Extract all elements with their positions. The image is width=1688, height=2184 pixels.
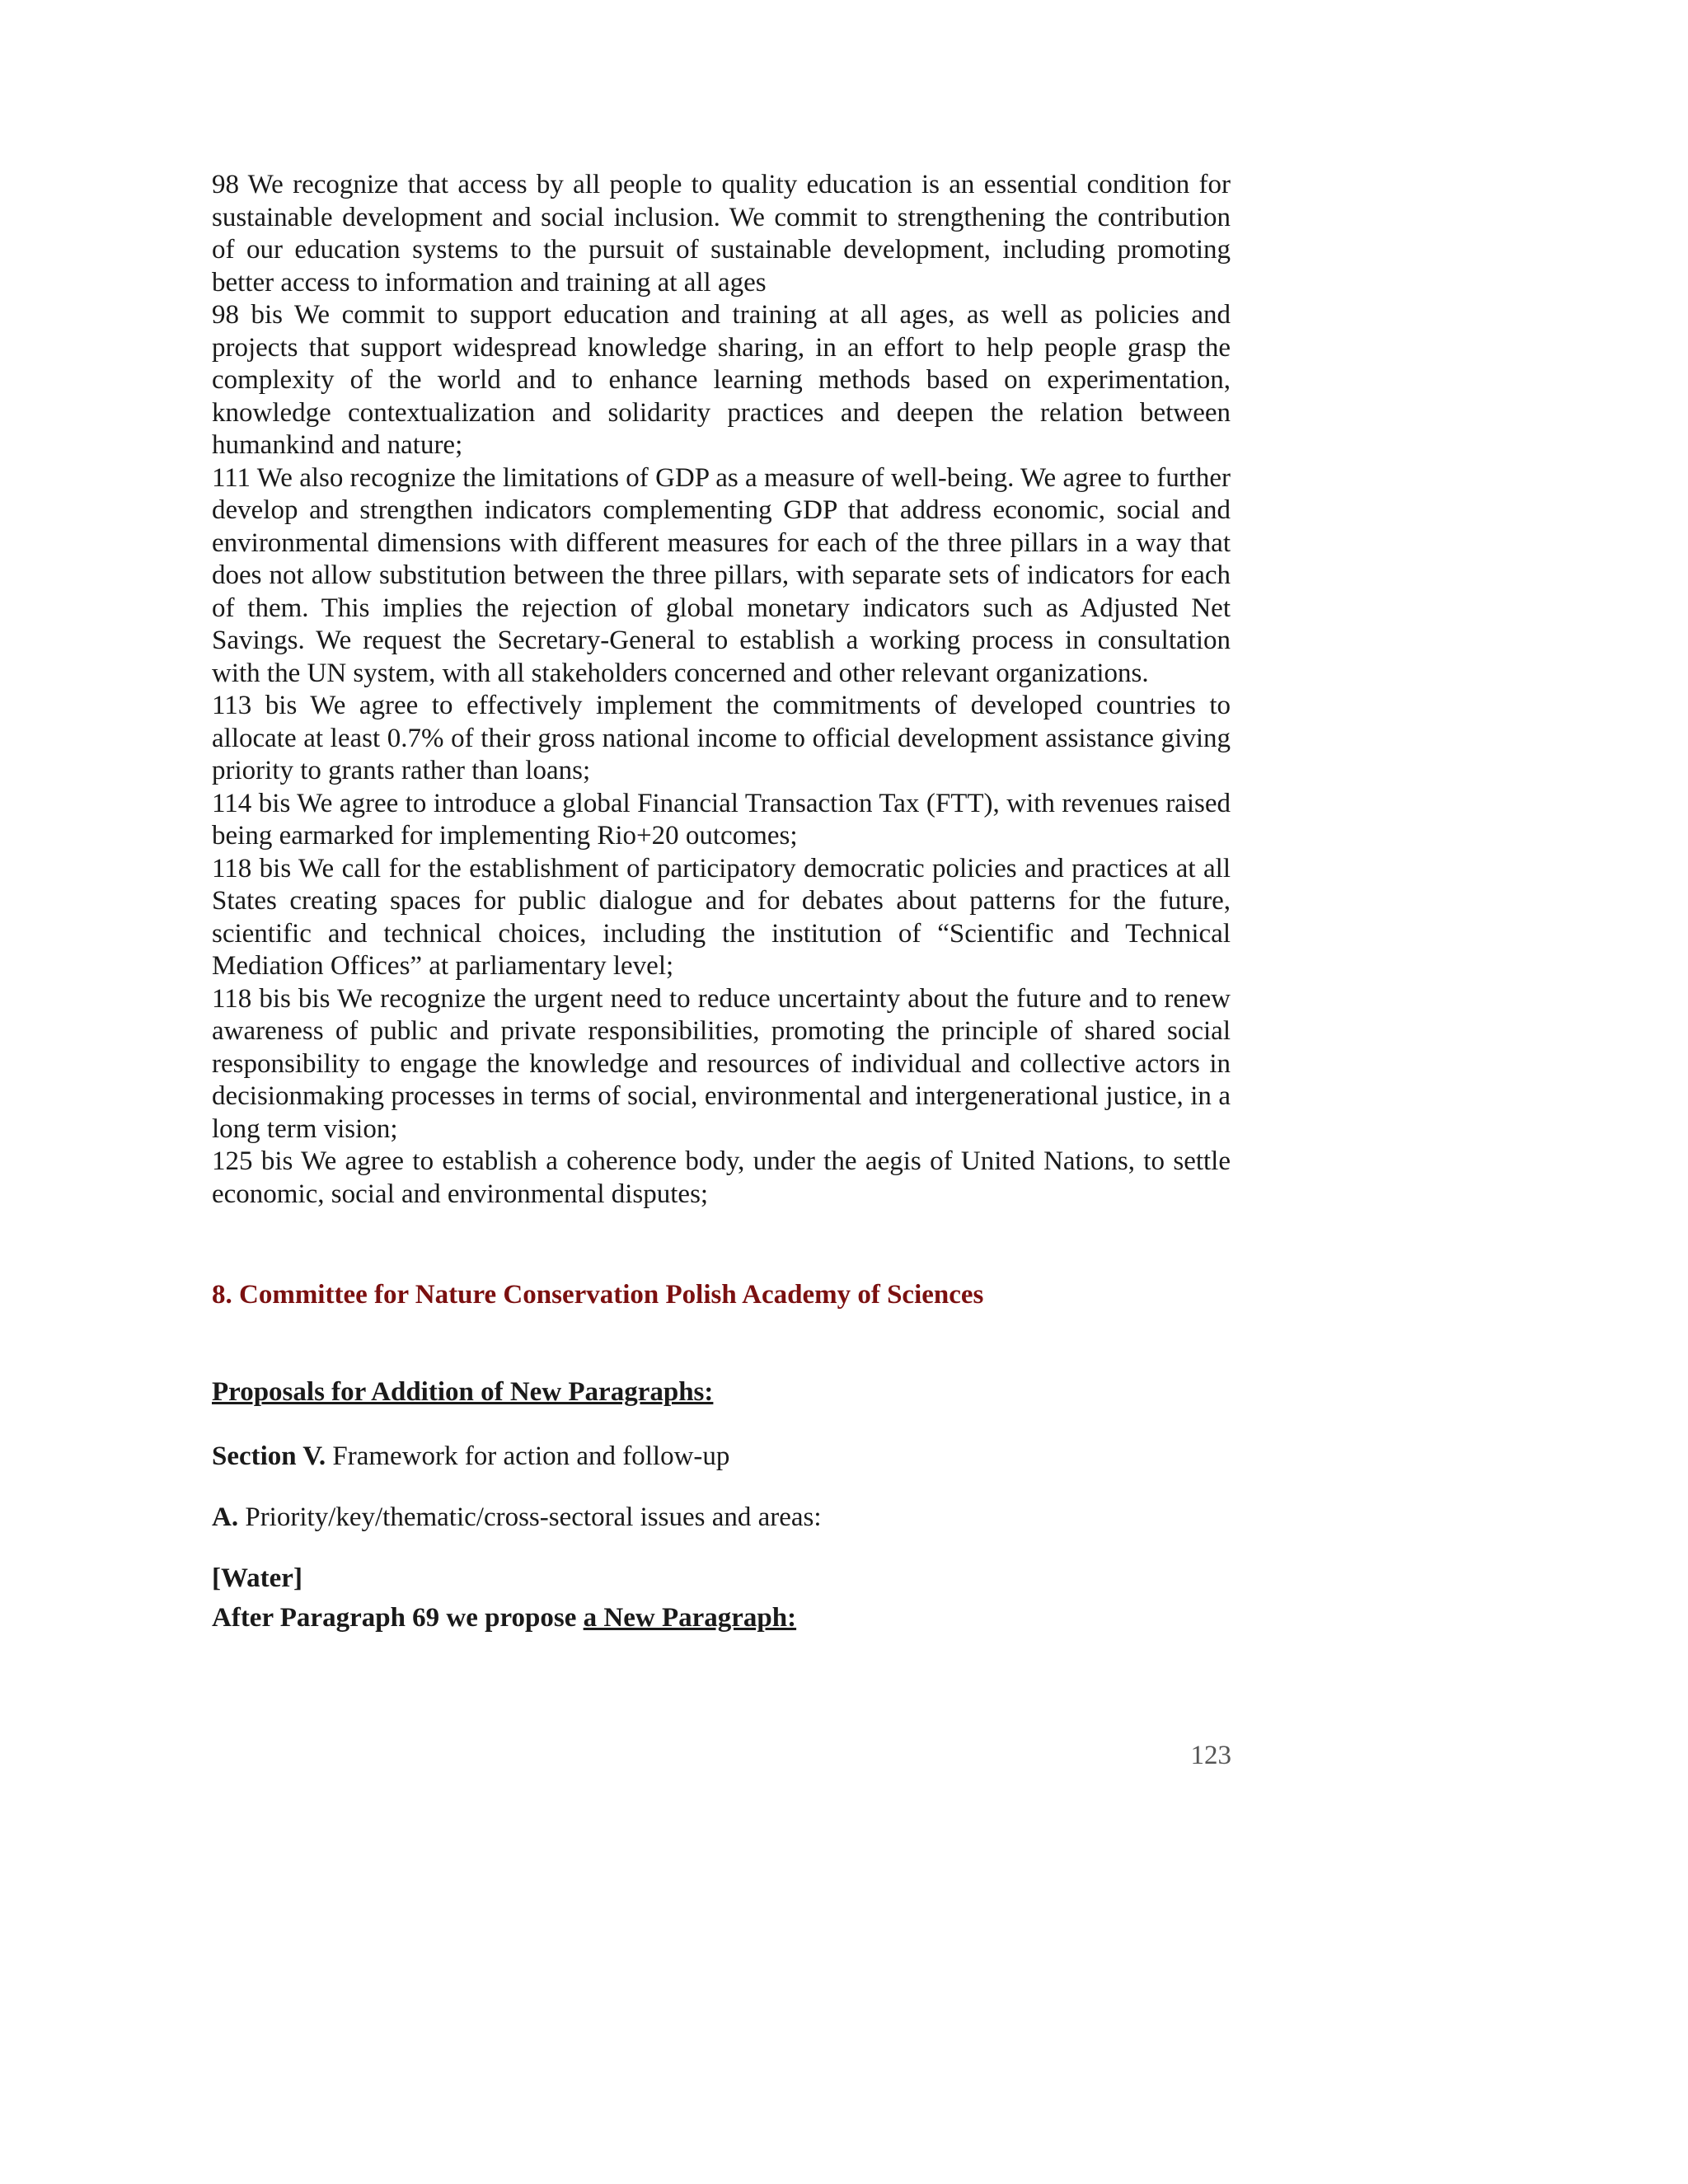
new-paragraph-label: a New Paragraph: xyxy=(583,1603,797,1633)
paragraph-113-bis: 113 bis We agree to effectively implement the commitments of developed countries to allocate at least 0.7% of their gross national income to official development assistance giving priority to grants rather than loans; xyxy=(212,691,1231,785)
subsection-line xyxy=(212,1501,1231,1534)
proposals-heading: Proposals for Addition of New Paragraphs: xyxy=(212,1377,714,1407)
section-line xyxy=(212,1440,1231,1473)
paragraph-98: 98 We recognize that access by all people to quality education is an essential condition for sustainable development and social inclusion. We commit to strengthening the contribution of our education systems to the pursuit of sustainable development, including promoting better access to information and training at all ages xyxy=(212,170,1231,298)
paragraph-111: 111 We also recognize the limitations of GDP as a measure of well-being. We agree to further develop and strengthen indicators complementing GDP that address economic, social and environmental dimensions with different measures for each of the three pillars in a way that does not allow substitution between the three pillars, with separate sets of indicators for each of them. This implies the rejection of global monetary indicators such as Adjusted Net Savings. We request the Secretary-General to establish a working process in consultation with the UN system, with all stakeholders concerned and other relevant organizations. xyxy=(212,462,1231,688)
paragraph-118-bis: 118 bis We call for the establishment of participatory democratic policies and practices at all States creating spaces for public dialogue and for debates about patterns for the future, scientific and technical choices, including the institution of “Scientific and Technical Mediation Offices” at parliamentary level; xyxy=(212,853,1231,981)
after-paragraph-line xyxy=(212,1601,1231,1634)
section-label: Section V. xyxy=(212,1441,326,1471)
after-paragraph-text: After Paragraph 69 we propose xyxy=(212,1603,584,1633)
committee-heading: 8. Committee for Nature Conservation Polish Academy of Sciences xyxy=(212,1280,984,1310)
subsection-label: A. xyxy=(212,1502,239,1532)
paragraph-125-bis: 125 bis We agree to establish a coherence body, under the aegis of United Nations, to settle economic, social and environmental disputes; xyxy=(212,1146,1231,1209)
paragraph-98-bis: 98 bis We commit to support education and training at all ages, as well as policies and projects that support widespread knowledge sharing, in an effort to help people grasp the complexity of the world and to enhance learning methods based on experimentation, knowledge contextualization and solidarity practices and deepen the relation between humankind and nature; xyxy=(212,300,1231,460)
water-label: [Water] xyxy=(212,1563,302,1593)
page-number: 123 xyxy=(1190,1741,1231,1770)
paragraph-114-bis: 114 bis We agree to introduce a global Financial Transaction Tax (FTT), with revenues raised being earmarked for implementing Rio+20 outcomes; xyxy=(212,788,1231,851)
subsection-text: Priority/key/thematic/cross-sectoral issues and areas: xyxy=(238,1502,822,1532)
document-body xyxy=(212,169,1231,1634)
paragraph-118-bis-bis: 118 bis bis We recognize the urgent need to reduce uncertainty about the future and to renew awareness of public and private responsibilities, promoting the principle of shared social responsibility to engage the knowledge and resources of individual and collective actors in decisionmaking processes in terms of social, environmental and intergenerational justice, in a long term vision; xyxy=(212,983,1231,1144)
section-text: Framework for action and follow-up xyxy=(326,1441,730,1471)
